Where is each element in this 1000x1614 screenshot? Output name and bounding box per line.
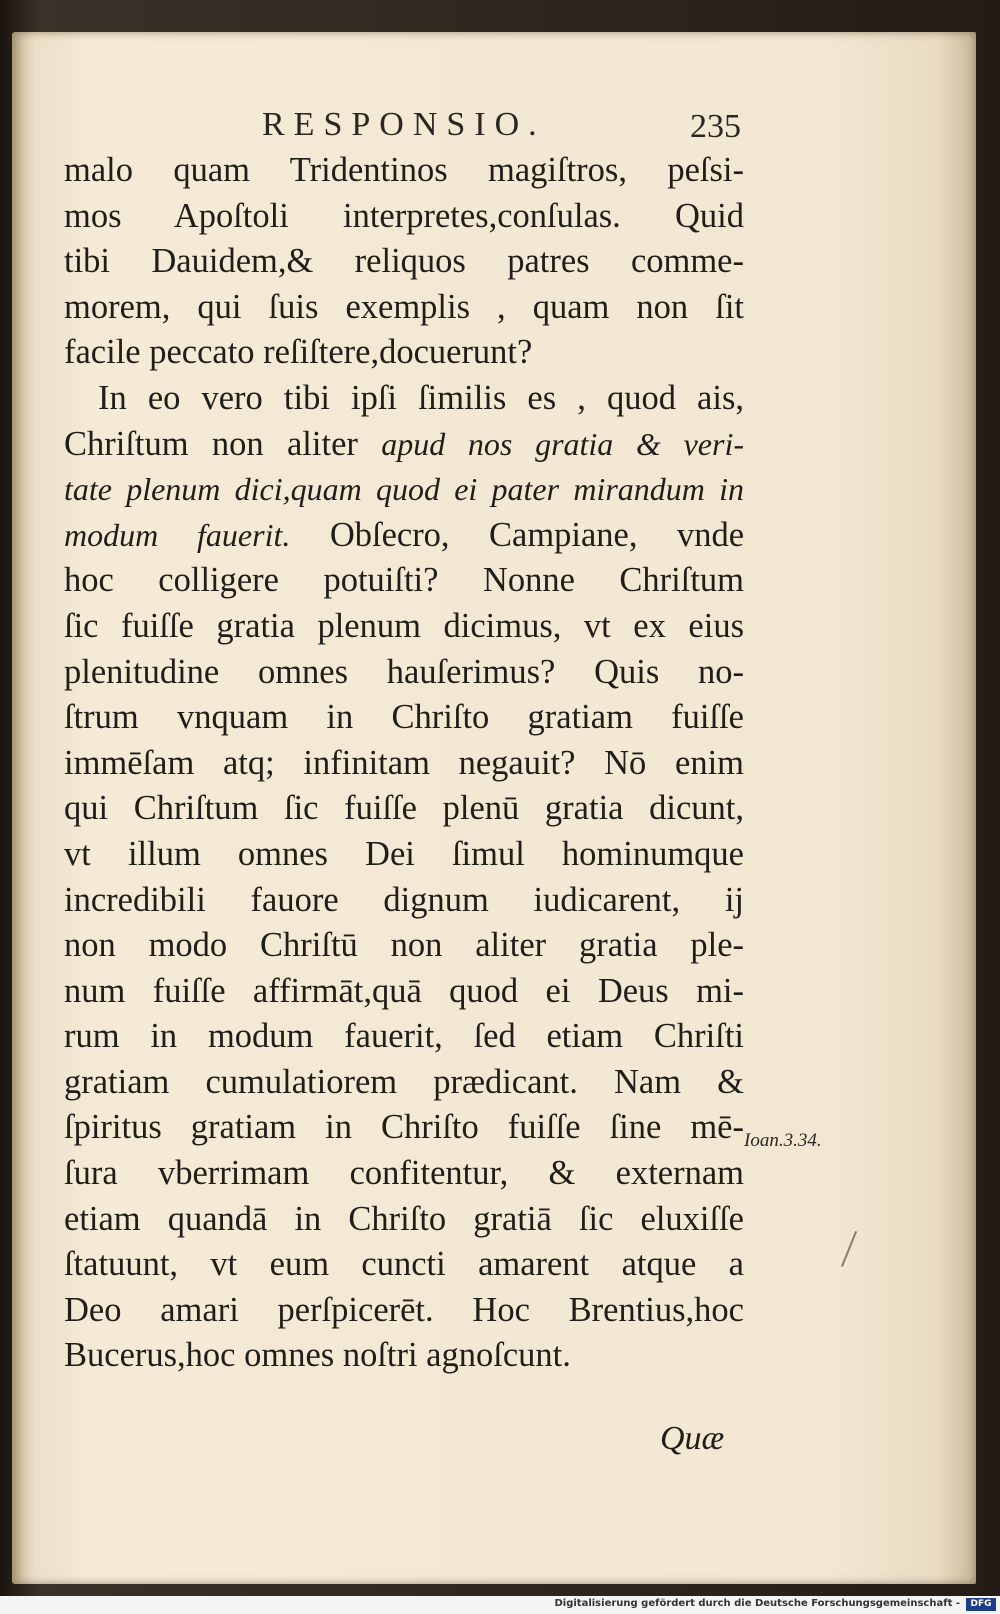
text-line: [64, 1151, 744, 1197]
text-span: vt illum omnes Dei ſimul hominumque: [64, 834, 744, 873]
text-span: ſpiritus gratiam in Chriſto fuiſſe ſine mē-: [64, 1108, 744, 1147]
text-line: [64, 330, 744, 376]
text-line: [64, 832, 744, 878]
text-span: non modo Chriſtū non aliter gratia ple-: [64, 926, 744, 965]
text-span: Chriſtum non aliter: [64, 424, 382, 463]
italic-quote: modum fauerit.: [64, 516, 291, 553]
footer-credit: Digitalisierung gefördert durch die Deutsche Forschungsgemeinschaft -: [554, 1598, 960, 1609]
text-span: morem, qui ſuis exemplis , quam non ſit: [64, 287, 744, 326]
text-line: [64, 239, 744, 285]
catchword: Quæ: [660, 1420, 725, 1457]
text-line: [64, 422, 744, 468]
text-span: Deo amari perſpicerēt. Hoc Brentius,hoc: [64, 1290, 744, 1329]
text-line: [64, 1060, 744, 1106]
margin-note: Ioan.3.34.: [744, 1130, 822, 1151]
text-span: gratiam cumulatiorem prædicant. Nam &: [64, 1062, 744, 1101]
text-span: immēſam atq; infinitam negauit? Nō enim: [64, 743, 744, 782]
text-span: etiam quandā in Chriſto gratiā ſic eluxiſſe: [64, 1199, 744, 1238]
text-span: Obſecro, Campiane, vnde: [290, 515, 745, 554]
text-span: rum in modum fauerit, ſed etiam Chriſti: [64, 1017, 744, 1056]
text-line: [64, 650, 744, 696]
text-span: ſic fuiſſe gratia plenum dicimus, vt ex eius: [64, 606, 744, 645]
text-line: [64, 558, 744, 604]
text-line: [64, 285, 744, 331]
text-span: hoc colligere potuiſti? Nonne Chriſtum: [64, 561, 744, 600]
text-span: qui Chriſtum ſic fuiſſe plenū gratia dicunt,: [64, 789, 744, 828]
text-line: [64, 1105, 744, 1151]
text-span: tibi Dauidem,& reliquos patres comme-: [64, 242, 744, 281]
text-line: [64, 741, 744, 787]
text-line: [64, 1242, 744, 1288]
text-span: Bucerus,hoc omnes noſtri agnoſcunt.: [64, 1336, 571, 1375]
text-span: ſura vberrimam confitentur, & externam: [64, 1154, 744, 1193]
text-line: [64, 604, 744, 650]
running-head: RESPONSIO.: [262, 106, 546, 143]
text-span: num fuiſſe affirmāt,quā quod ei Deus mi-: [64, 971, 744, 1010]
text-span: ſtrum vnquam in Chriſto gratiam fuiſſe: [64, 698, 744, 737]
text-line: [64, 194, 744, 240]
text-line: [64, 923, 744, 969]
text-span: malo quam Tridentinos magiſtros, peſsi-: [64, 151, 744, 189]
text-span: facile peccato reſiſtere,docuerunt?: [64, 333, 533, 372]
text-line: [64, 1288, 744, 1334]
page-number: 235: [690, 108, 741, 145]
text-line: [64, 1197, 744, 1243]
text-line: [64, 878, 744, 924]
text-line: [64, 786, 744, 832]
text-line: [64, 148, 744, 194]
dfg-logo-icon: DFG: [966, 1598, 996, 1611]
text-span: mos Apoſtoli interpretes,conſulas. Quid: [64, 196, 744, 235]
italic-quote: apud nos gratia & veri-: [381, 425, 744, 462]
text-span: In eo vero tibi ipſi ſimilis es , quod ais,: [98, 378, 744, 417]
text-block: [64, 148, 744, 1379]
text-line: [64, 513, 744, 559]
text-line: [64, 1333, 744, 1379]
text-line: [64, 695, 744, 741]
text-line: [64, 376, 744, 422]
text-span: incredibili fauore dignum iudicarent, ij: [64, 880, 744, 919]
text-line: [64, 969, 744, 1015]
text-line: [64, 1014, 744, 1060]
text-span: ſtatuunt, vt eum cuncti amarent atque a: [64, 1245, 744, 1284]
text-line: [64, 467, 744, 513]
italic-quote: tate plenum dici,quam quod ei pater mirandum in: [64, 471, 744, 508]
text-span: plenitudine omnes hauſerimus? Quis no-: [64, 652, 744, 691]
